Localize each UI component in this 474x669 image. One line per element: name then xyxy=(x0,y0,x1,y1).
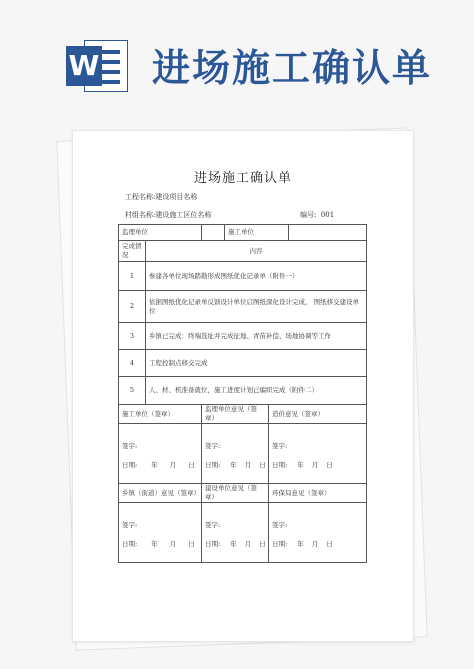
date-line xyxy=(272,540,363,549)
sign-label: 签字: xyxy=(205,521,221,529)
year-label: 年 xyxy=(230,461,237,469)
number-line xyxy=(300,210,334,220)
date-label: 日期: xyxy=(122,461,138,469)
header-banner xyxy=(0,0,474,120)
project-name-line xyxy=(125,192,197,202)
item-text: 工程控制点移交完成 xyxy=(146,350,367,377)
signature-cell xyxy=(202,503,269,563)
sign-label: 签字: xyxy=(122,521,138,529)
header-row xyxy=(119,241,367,262)
table-row xyxy=(119,350,367,377)
year-label: 年 xyxy=(151,540,158,548)
date-line xyxy=(122,461,198,470)
year-label: 年 xyxy=(151,461,158,469)
day-label: 日 xyxy=(326,540,333,548)
village-label: 村组名称: xyxy=(125,211,156,219)
opinion-header: 建设单位意见（签章） xyxy=(202,484,269,503)
item-text: 依据图纸优化记录单反馈设计单位启图纸深化设计完成， 图纸移交建设单位 xyxy=(146,291,367,323)
opinion-header: 造价意见（签章） xyxy=(269,405,367,424)
date-label: 日期: xyxy=(272,540,288,548)
content-header: 内容 xyxy=(146,241,367,262)
signature-cell xyxy=(119,424,202,484)
word-badge: W xyxy=(66,46,102,86)
number-value: 001 xyxy=(320,211,335,219)
month-label: 月 xyxy=(311,540,319,548)
table-row xyxy=(119,262,367,291)
unit-row xyxy=(119,225,367,241)
supervision-unit-cell: 监理单位 xyxy=(119,225,202,241)
signature-cell xyxy=(269,424,367,484)
signature-cell xyxy=(269,503,367,563)
sign-label: 签字: xyxy=(272,442,288,450)
table-row xyxy=(119,377,367,405)
date-line xyxy=(272,461,363,470)
item-text: 乡镇已完成：终端选址并完成征地、青苗补偿、场地协调等工作 xyxy=(146,323,367,350)
date-line xyxy=(205,461,265,470)
village-value: 建设施工区位名称 xyxy=(155,211,212,219)
signature-row xyxy=(119,424,367,484)
opinion-header-row xyxy=(119,405,367,424)
sign-label: 签字: xyxy=(122,442,138,450)
opinion-header-row xyxy=(119,484,367,503)
opinion-header: 环保局意见（签章） xyxy=(269,484,367,503)
construction-unit-value xyxy=(289,225,367,241)
word-document-icon xyxy=(66,40,128,92)
table-row xyxy=(119,323,367,350)
item-number: 1 xyxy=(119,262,146,291)
day-label: 日 xyxy=(188,540,195,548)
date-line xyxy=(205,540,265,549)
opinion-header: 监理单位意见（签章） xyxy=(202,405,269,424)
item-text: 参建各单位现场踏勘形成图纸优化记录单（附件一） xyxy=(146,262,367,291)
date-label: 日期: xyxy=(122,540,138,548)
year-label: 年 xyxy=(297,461,304,469)
day-label: 日 xyxy=(259,540,266,548)
document-title: 进场施工确认单 xyxy=(193,171,292,186)
signature-row xyxy=(119,503,367,563)
year-label: 年 xyxy=(230,540,237,548)
item-number: 5 xyxy=(119,377,146,405)
supervision-unit-value xyxy=(202,225,225,241)
opinion-header: 乡镇（街道）意见（签章） xyxy=(119,484,202,503)
date-label: 日期: xyxy=(205,540,221,548)
signature-cell xyxy=(119,503,202,563)
day-label: 日 xyxy=(188,461,195,469)
day-label: 日 xyxy=(326,461,333,469)
sign-label: 签字: xyxy=(205,442,221,450)
signature-cell xyxy=(202,424,269,484)
item-text: 人、材、机准备就位，施工进度计划已编织完成（附件二） xyxy=(146,377,367,405)
completion-header: 完成情况 xyxy=(119,241,146,262)
item-number: 4 xyxy=(119,350,146,377)
month-label: 月 xyxy=(311,461,319,469)
banner-title: 进场施工确认单 xyxy=(152,46,433,90)
date-label: 日期: xyxy=(205,461,221,469)
project-value: 建设项目名称 xyxy=(155,193,198,201)
month-label: 月 xyxy=(169,540,177,548)
month-label: 月 xyxy=(244,540,252,548)
village-name-line xyxy=(125,210,211,220)
month-label: 月 xyxy=(244,461,252,469)
project-label: 工程名称: xyxy=(125,193,156,201)
date-line xyxy=(122,540,198,549)
table-row xyxy=(119,291,367,323)
year-label: 年 xyxy=(297,540,304,548)
day-label: 日 xyxy=(259,461,266,469)
document-page xyxy=(72,130,414,642)
sign-label: 签字: xyxy=(272,521,288,529)
construction-unit-cell: 施工单位 xyxy=(225,225,289,241)
month-label: 月 xyxy=(169,461,177,469)
confirmation-table xyxy=(118,224,367,563)
date-label: 日期: xyxy=(272,461,288,469)
opinion-header: 施工单位（签章） xyxy=(119,405,202,424)
item-number: 3 xyxy=(119,323,146,350)
item-number: 2 xyxy=(119,291,146,323)
number-label: 编号: xyxy=(300,211,317,219)
